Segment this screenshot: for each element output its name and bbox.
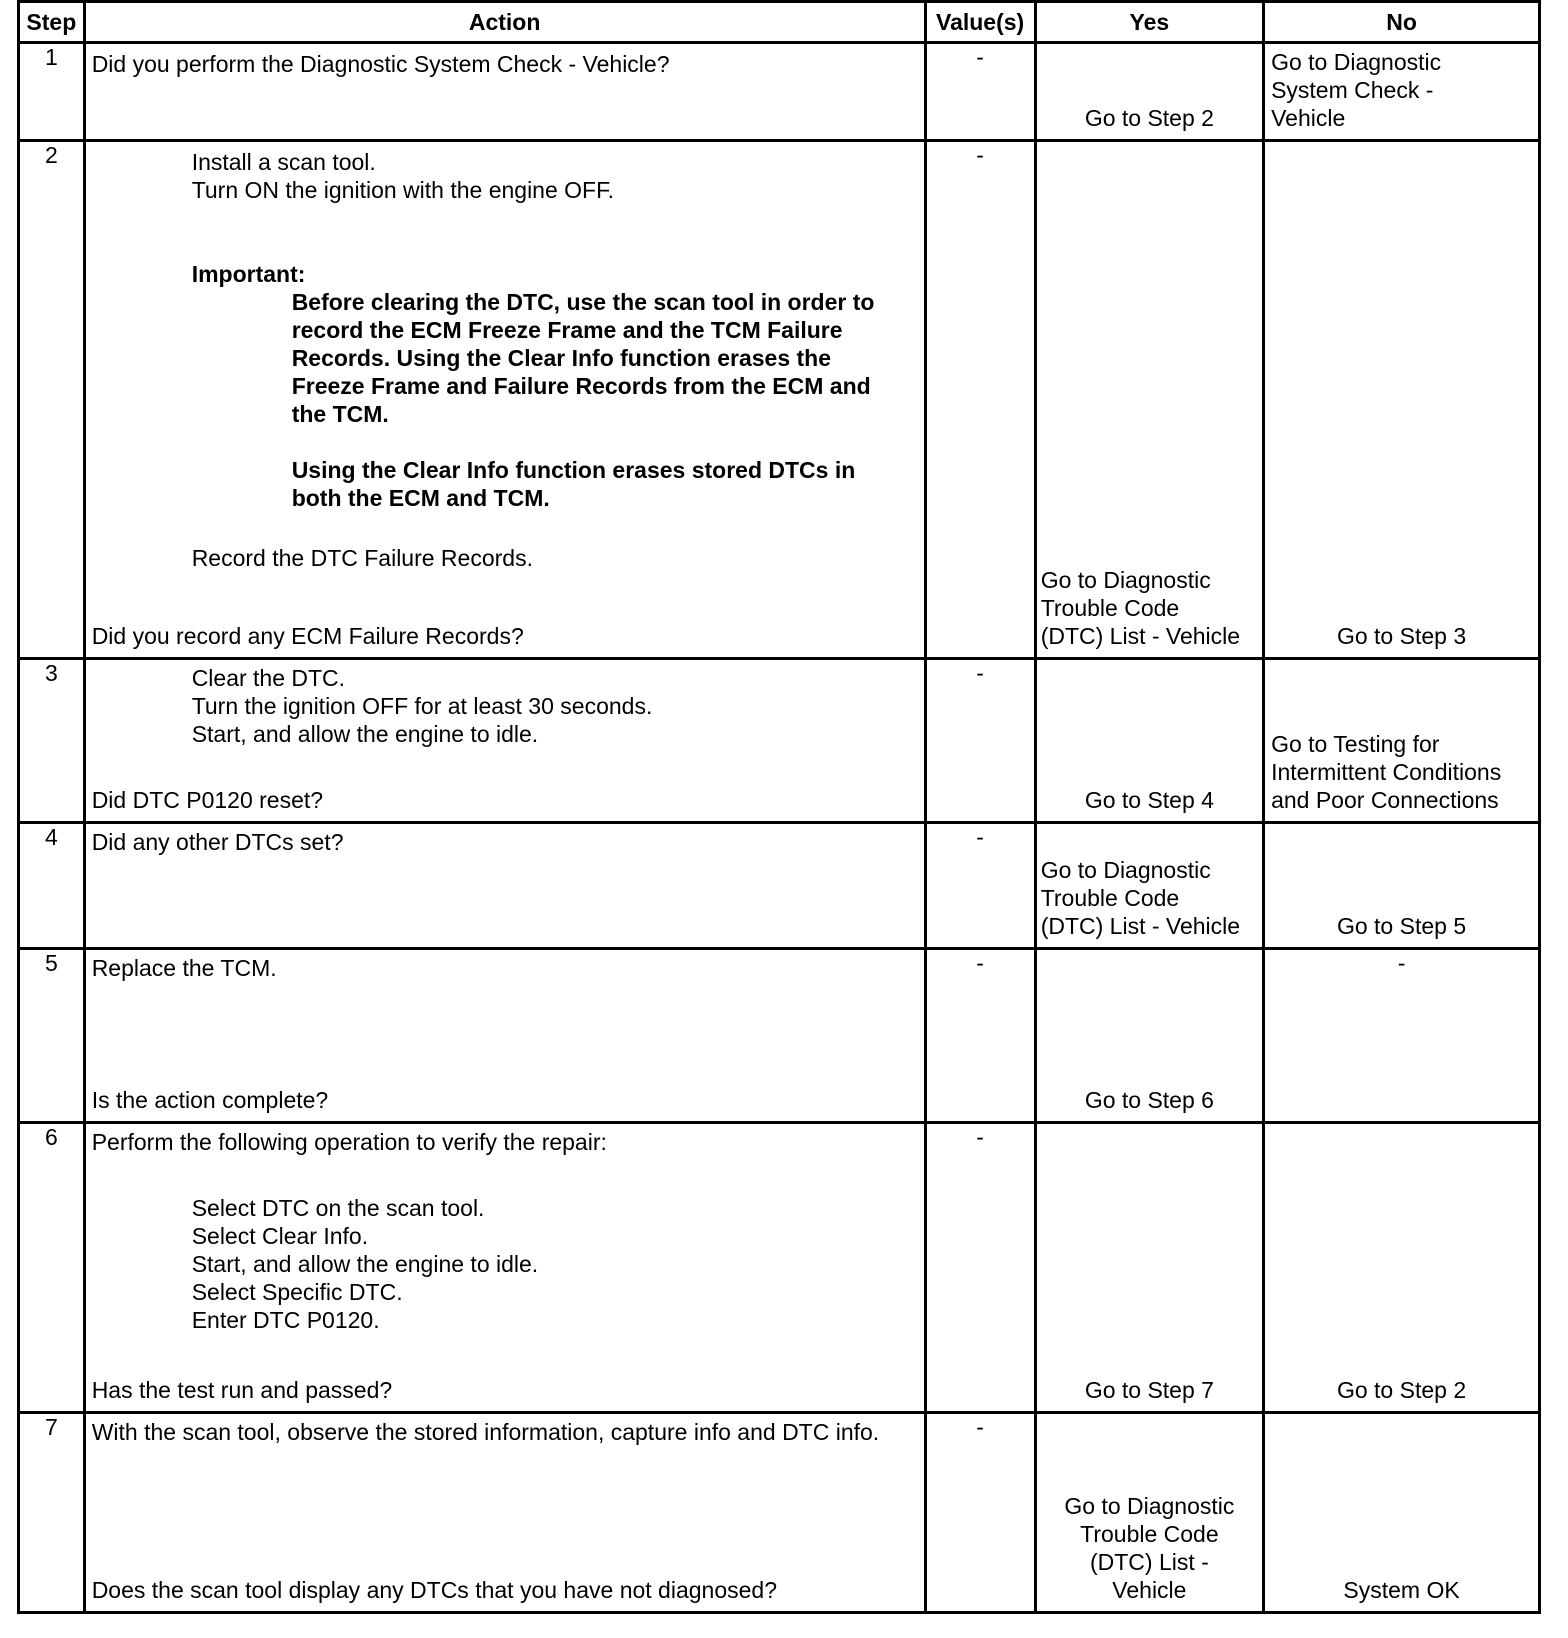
action-question: Has the test run and passed? bbox=[91, 1377, 393, 1403]
no-cell bbox=[1264, 43, 1540, 141]
action-cell bbox=[84, 949, 925, 1123]
important-text: Using the Clear Info function erases stored DTCs in both the ECM and TCM. bbox=[291, 457, 856, 511]
diagnostic-table bbox=[17, 0, 1541, 1614]
step-number: 4 bbox=[19, 823, 85, 949]
action-cell bbox=[84, 1123, 925, 1413]
yes-link[interactable]: Go to Step 4 bbox=[1084, 787, 1214, 813]
yes-link[interactable]: Go to Step 2 bbox=[1084, 105, 1214, 131]
value-cell: - bbox=[925, 949, 1035, 1123]
value-cell: - bbox=[925, 43, 1035, 141]
no-link[interactable]: Go to Testing for Intermittent Conditions and Poor Connections bbox=[1271, 731, 1502, 813]
no-cell bbox=[1264, 141, 1540, 659]
step-number: 3 bbox=[19, 659, 85, 823]
value-cell: - bbox=[925, 659, 1035, 823]
yes-link[interactable]: Go to Diagnostic Trouble Code (DTC) List - Vehicle bbox=[1040, 567, 1241, 649]
value-cell: - bbox=[925, 141, 1035, 659]
step-number: 7 bbox=[19, 1413, 85, 1613]
action-cell bbox=[84, 659, 925, 823]
action-item: Clear the DTC. bbox=[191, 665, 346, 691]
yes-cell bbox=[1035, 949, 1263, 1123]
no-link[interactable]: System OK bbox=[1343, 1577, 1460, 1603]
action-question: Did you perform the Diagnostic System Check - Vehicle? bbox=[91, 51, 670, 77]
yes-cell bbox=[1035, 43, 1263, 141]
header-step: Step bbox=[19, 2, 85, 43]
value-cell: - bbox=[925, 823, 1035, 949]
header-yes: Yes bbox=[1035, 2, 1263, 43]
step-number: 5 bbox=[19, 949, 85, 1123]
action-item: Start, and allow the engine to idle. bbox=[191, 721, 539, 747]
no-cell bbox=[1264, 823, 1540, 949]
action-question: Did any other DTCs set? bbox=[91, 829, 344, 855]
no-cell bbox=[1264, 659, 1540, 823]
action-item: Select Specific DTC. bbox=[191, 1279, 403, 1305]
action-item: Select Clear Info. bbox=[191, 1223, 369, 1249]
yes-cell bbox=[1035, 141, 1263, 659]
yes-cell bbox=[1035, 1123, 1263, 1413]
action-item: Turn ON the ignition with the engine OFF. bbox=[191, 177, 614, 203]
value-cell: - bbox=[925, 1413, 1035, 1613]
action-cell bbox=[84, 43, 925, 141]
action-cell bbox=[84, 1413, 925, 1613]
header-action: Action bbox=[84, 2, 925, 43]
table-row bbox=[19, 949, 1540, 1123]
no-cell bbox=[1264, 1123, 1540, 1413]
yes-cell bbox=[1035, 659, 1263, 823]
table-row bbox=[19, 141, 1540, 659]
action-item: Turn the ignition OFF for at least 30 seconds. bbox=[191, 693, 653, 719]
table-row bbox=[19, 823, 1540, 949]
step-number: 2 bbox=[19, 141, 85, 659]
yes-cell bbox=[1035, 1413, 1263, 1613]
action-question: Did you record any ECM Failure Records? bbox=[91, 623, 524, 649]
action-question: Does the scan tool display any DTCs that you have not diagnosed? bbox=[91, 1577, 777, 1603]
table-row bbox=[19, 1413, 1540, 1613]
action-item: Start, and allow the engine to idle. bbox=[191, 1251, 539, 1277]
yes-link[interactable]: Go to Step 7 bbox=[1084, 1377, 1214, 1403]
yes-link[interactable]: Go to Diagnostic Trouble Code (DTC) List - Vehicle bbox=[1040, 857, 1241, 939]
value-cell: - bbox=[925, 1123, 1035, 1413]
action-item: Replace the TCM. bbox=[91, 955, 277, 981]
important-text: Before clearing the DTC, use the scan tool in order to record the ECM Freeze Frame and the TCM Failure Records. Using the Clear Info function erases the Freeze Frame and Failure Records from the ECM and the TCM. bbox=[291, 289, 875, 427]
header-values: Value(s) bbox=[925, 2, 1035, 43]
action-cell bbox=[84, 141, 925, 659]
action-question: Is the action complete? bbox=[91, 1087, 329, 1113]
yes-link[interactable]: Go to Diagnostic Trouble Code (DTC) List - Vehicle bbox=[1064, 1493, 1235, 1603]
important-label: Important: bbox=[191, 261, 306, 287]
yes-link[interactable]: Go to Step 6 bbox=[1084, 1087, 1214, 1113]
table-row bbox=[19, 659, 1540, 823]
action-cell bbox=[84, 823, 925, 949]
no-link[interactable]: Go to Diagnostic System Check - Vehicle bbox=[1271, 49, 1442, 131]
header-row bbox=[19, 2, 1540, 43]
action-question: Did DTC P0120 reset? bbox=[91, 787, 324, 813]
no-link[interactable]: Go to Step 5 bbox=[1336, 913, 1467, 939]
table-row bbox=[19, 43, 1540, 141]
no-link[interactable]: Go to Step 2 bbox=[1336, 1377, 1467, 1403]
no-cell bbox=[1264, 1413, 1540, 1613]
yes-cell bbox=[1035, 823, 1263, 949]
no-cell: - bbox=[1264, 949, 1540, 1123]
table-row bbox=[19, 1123, 1540, 1413]
action-item: Record the DTC Failure Records. bbox=[191, 545, 533, 571]
header-no: No bbox=[1264, 2, 1540, 43]
action-item: With the scan tool, observe the stored information, capture info and DTC info. bbox=[91, 1419, 880, 1445]
action-item: Install a scan tool. bbox=[191, 149, 376, 175]
action-item: Enter DTC P0120. bbox=[191, 1307, 380, 1333]
step-number: 6 bbox=[19, 1123, 85, 1413]
step-number: 1 bbox=[19, 43, 85, 141]
action-item: Select DTC on the scan tool. bbox=[191, 1195, 485, 1221]
no-link[interactable]: Go to Step 3 bbox=[1336, 623, 1467, 649]
action-item: Perform the following operation to verify the repair: bbox=[91, 1129, 607, 1155]
